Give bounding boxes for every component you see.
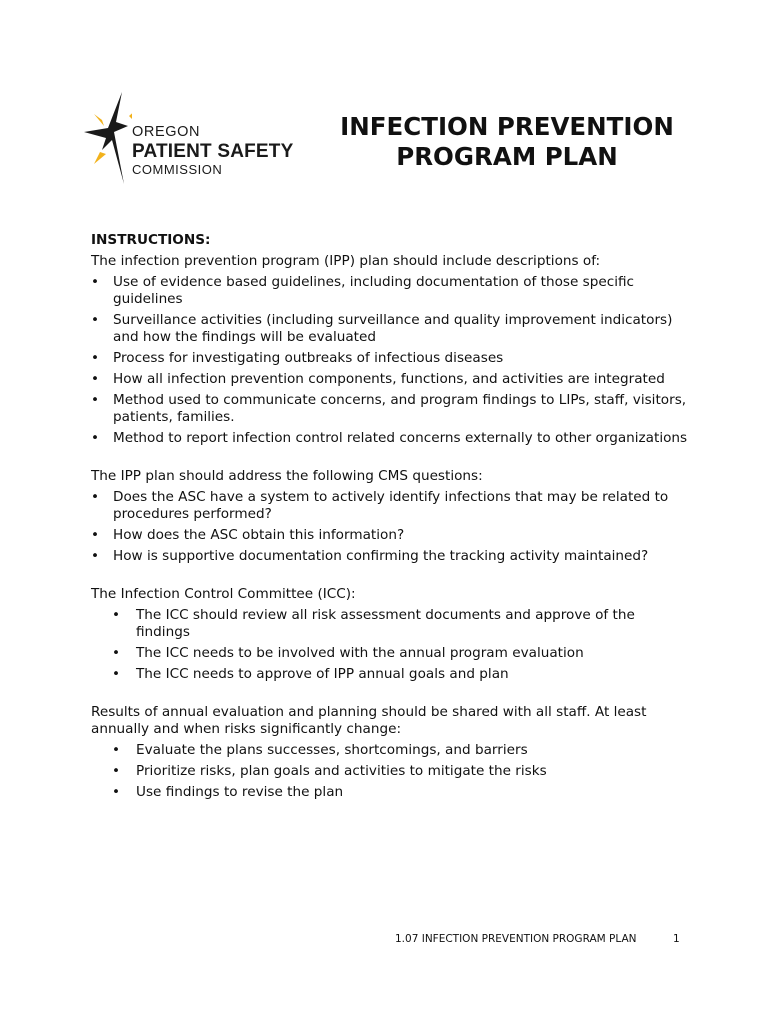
bullet-icon: • xyxy=(112,763,121,779)
bullet-icon: • xyxy=(91,350,100,366)
icc-intro: The Infection Control Committee (ICC): xyxy=(91,586,356,602)
document-body xyxy=(91,232,691,801)
bullet-icon: • xyxy=(91,392,100,408)
bullet-icon: • xyxy=(91,489,100,505)
page-title xyxy=(322,112,692,172)
star-mark-icon xyxy=(84,92,132,187)
footer-label: 1.07 INFECTION PREVENTION PROGRAM PLAN xyxy=(395,933,637,945)
instructions-list xyxy=(91,274,691,447)
list-item: • How all infection prevention components, functions, and activities are integrated xyxy=(91,371,665,387)
list-item: • The ICC needs to approve of IPP annual goals and plan xyxy=(112,666,509,682)
bullet-icon: • xyxy=(91,274,100,290)
title-line-2: PROGRAM PLAN xyxy=(396,142,618,171)
cms-list xyxy=(91,489,691,565)
list-item: • The ICC needs to be involved with the annual program evaluation xyxy=(112,645,584,661)
list-item: • Evaluate the plans successes, shortcomings, and barriers xyxy=(112,742,528,758)
list-item: • Does the ASC have a system to actively identify infections that may be related to procedures performed? xyxy=(91,489,669,522)
bullet-icon: • xyxy=(91,371,100,387)
cms-intro: The IPP plan should address the following CMS questions: xyxy=(91,468,483,484)
instructions-intro: The infection prevention program (IPP) plan should include descriptions of: xyxy=(91,253,601,269)
bullet-icon: • xyxy=(91,430,100,446)
list-item: • Surveillance activities (including surveillance and quality improvement indicators) and how the findings will be evaluated xyxy=(91,312,673,345)
bullet-icon: • xyxy=(91,312,100,328)
list-item: • How is supportive documentation confirming the tracking activity maintained? xyxy=(91,548,649,564)
logo-line-patient-safety: PATIENT SAFETY xyxy=(132,140,294,162)
logo-line-commission: COMMISSION xyxy=(132,161,223,177)
list-item: • Use findings to revise the plan xyxy=(112,784,344,800)
bullet-icon: • xyxy=(112,784,121,800)
page-footer xyxy=(395,933,680,945)
title-line-1: INFECTION PREVENTION xyxy=(340,112,674,141)
bullet-icon: • xyxy=(112,666,121,682)
list-item: • Method to report infection control related concerns externally to other organizations xyxy=(91,430,688,446)
bullet-icon: • xyxy=(112,742,121,758)
bullet-icon: • xyxy=(112,607,121,623)
list-item: • Method used to communicate concerns, and program findings to LIPs, staff, visitors, patients, families. xyxy=(91,392,687,425)
results-intro: Results of annual evaluation and planning should be shared with all staff. At least annually and when risks significantly change: xyxy=(91,704,647,737)
icc-list xyxy=(91,607,691,683)
bullet-icon: • xyxy=(112,645,121,661)
page-number: 1 xyxy=(673,933,680,945)
logo-line-oregon: OREGON xyxy=(132,124,201,140)
list-item: • Process for investigating outbreaks of infectious diseases xyxy=(91,350,504,366)
list-item: • The ICC should review all risk assessment documents and approve of the findings xyxy=(112,607,635,640)
results-list xyxy=(91,742,691,801)
bullet-icon: • xyxy=(91,527,100,543)
list-item: • How does the ASC obtain this information? xyxy=(91,527,405,543)
bullet-icon: • xyxy=(91,548,100,564)
instructions-heading: INSTRUCTIONS: xyxy=(91,232,211,248)
commission-logo xyxy=(84,92,314,187)
list-item: • Use of evidence based guidelines, including documentation of those specific guidelines xyxy=(91,274,635,307)
list-item: • Prioritize risks, plan goals and activities to mitigate the risks xyxy=(112,763,547,779)
